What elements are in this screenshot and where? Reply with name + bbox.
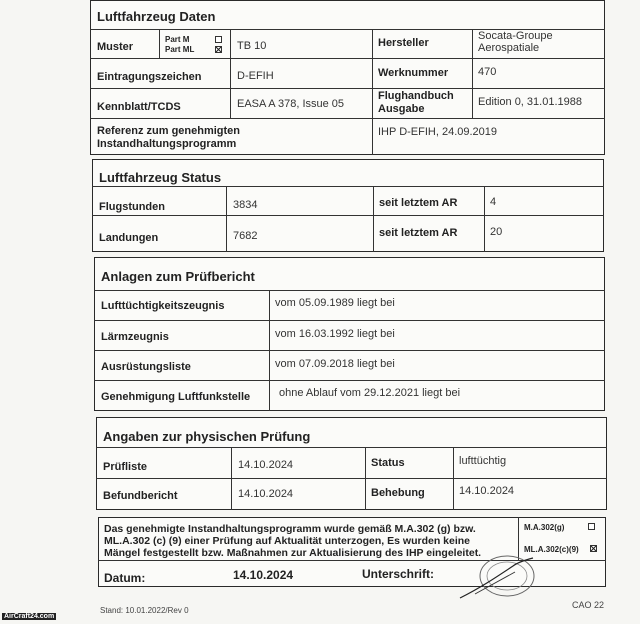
declaration-line-2: ML.A.302 (c) (9) einer Prüfung auf Aktualität unterzogen, Es wurden keine [104,535,470,547]
pruefliste-value: 14.10.2024 [238,459,294,471]
hersteller-value-1: Socata-Groupe [478,30,553,42]
pruef-status-label: Status [371,457,405,469]
referenz-value: IHP D-EFIH, 24.09.2019 [378,126,498,138]
pruefung-title: Angaben zur physischen Prüfung [103,429,311,444]
flughb-label-1: Flughandbuch [378,90,454,102]
pruef-status-value: lufttüchtig [459,455,507,467]
anlagen-row-value: vom 05.09.1989 liegt bei [275,297,395,309]
werknr-label: Werknummer [378,67,449,79]
behebung-value: 14.10.2024 [459,485,515,497]
befund-value: 14.10.2024 [238,488,294,500]
kennblatt-value: EASA A 378, Issue 05 [237,98,345,110]
declaration-line-1: Das genehmigte Instandhaltungsprogramm wurde gemäß M.A.302 (g) bzw. [104,523,476,535]
part-ml-label: Part ML [165,45,195,54]
kennblatt-label: Kennblatt/TCDS [97,101,181,113]
hersteller-label: Hersteller [378,37,429,49]
opt-ma302g-checkbox[interactable] [588,523,595,530]
seit-ar-value-2: 20 [490,226,503,238]
anlagen-row-label: Lufttüchtigkeitszeugnis [101,300,225,312]
eintrag-value: D-EFIH [237,70,274,82]
behebung-label: Behebung [371,487,425,499]
seit-ar-label-2: seit letztem AR [379,227,458,239]
hersteller-value-2: Aerospatiale [478,42,540,54]
referenz-label-2: Instandhaltungsprogramm [97,138,237,150]
datum-label: Datum: [104,571,146,585]
flugstunden-value: 3834 [233,199,258,211]
muster-label: Muster [97,41,134,53]
anlagen-row-value: vom 07.09.2018 liegt bei [275,358,395,370]
flughb-value: Edition 0, 31.01.1988 [478,96,582,108]
datum-value: 14.10.2024 [233,568,294,582]
part-m-label: Part M [165,35,190,44]
landungen-label: Landungen [99,232,159,244]
befund-label: Befundbericht [103,490,178,502]
anlagen-row-value: vom 16.03.1992 liegt bei [275,328,395,340]
declaration-line-3: Mängel festgestellt bzw. Maßnahmen zur Aktualisierung des IHP eingeleitet. [104,547,482,559]
flugstunden-label: Flugstunden [99,201,165,213]
unterschrift-label: Unterschrift: [362,567,435,581]
stand-text: Stand: 10.01.2022/Rev 0 [100,606,189,615]
opt-mla302c9-label: ML.A.302(c)(9) [524,545,579,554]
flughb-label-2: Ausgabe [378,103,425,115]
watermark-logo: AirCraft24.com [4,613,55,620]
part-m-checkbox[interactable] [215,36,222,43]
stamp-signature-icon [455,548,545,604]
anlagen-row-label: Lärmzeugnis [101,331,169,343]
referenz-label-1: Referenz zum genehmigten [97,125,241,137]
aircraft-data-title: Luftfahrzeug Daten [97,9,216,24]
anlagen-row-label: Ausrüstungsliste [101,361,191,373]
seit-ar-value-1: 4 [490,196,497,208]
anlagen-row-value: ohne Ablauf vom 29.12.2021 liegt bei [279,387,461,399]
opt-ma302g-label: M.A.302(g) [524,523,565,532]
eintrag-label: Eintragungszeichen [97,71,202,83]
pruefliste-label: Prüfliste [103,461,148,473]
werknr-value: 470 [478,66,497,78]
seit-ar-label-1: seit letztem AR [379,197,458,209]
status-title: Luftfahrzeug Status [99,170,222,185]
anlagen-row-label: Genehmigung Luftfunkstelle [101,391,251,403]
anlagen-title: Anlagen zum Prüfbericht [101,269,255,284]
part-ml-checkbox[interactable] [215,46,222,53]
cao-code: CAO 22 [572,600,605,610]
muster-value: TB 10 [237,40,267,52]
landungen-value: 7682 [233,230,258,242]
opt-mla302c9-checkbox[interactable] [590,545,597,552]
